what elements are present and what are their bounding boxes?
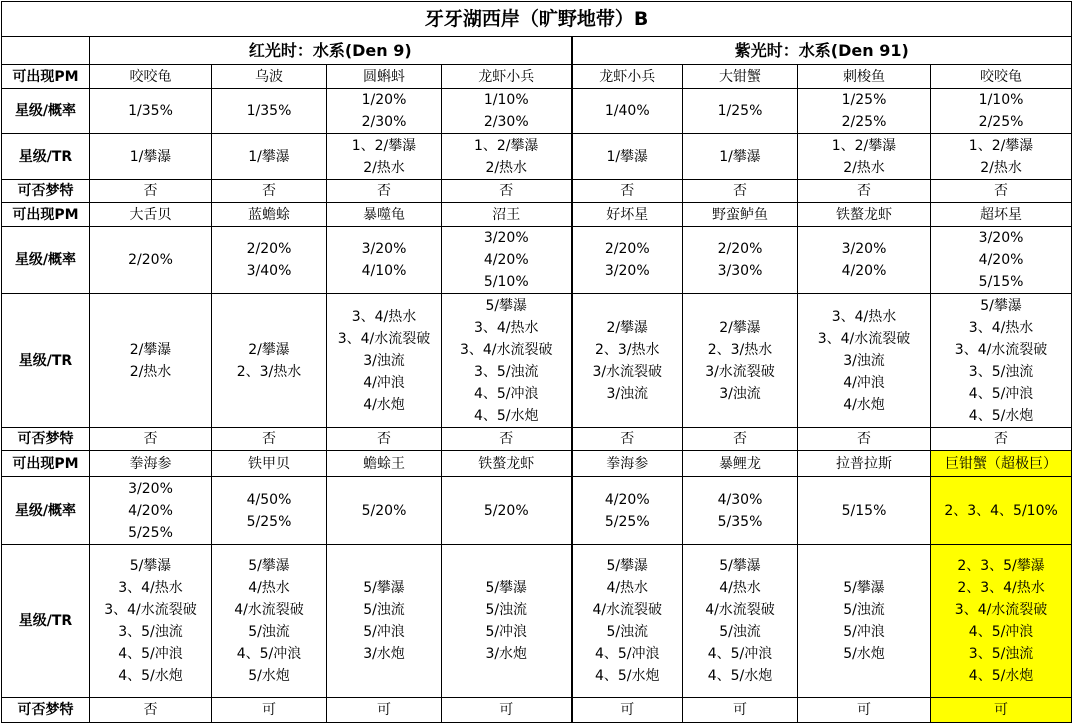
tr-line: 3/水炮	[485, 646, 528, 662]
corner-cell	[2, 37, 90, 65]
tr-line: 3/浊流	[363, 352, 405, 369]
pm-cell: 蓝蟾蜍	[212, 203, 327, 227]
tr-cell	[90, 294, 212, 428]
tr-line: 3/水流裂破	[592, 363, 663, 380]
row-label-rate: 星级/概率	[2, 89, 90, 134]
tr-line: 5/攀瀑	[606, 558, 649, 574]
pm-cell: 拉普拉斯	[798, 451, 931, 477]
tr-line: 3、4/热水	[968, 319, 1034, 336]
rate-cell	[212, 227, 327, 294]
row-pm	[2, 451, 1072, 477]
rate-cell	[931, 227, 1072, 294]
pm-cell: 铁螯龙虾	[798, 203, 931, 227]
rate-line: 1/35%	[246, 103, 292, 119]
rate-line: 3/30%	[717, 263, 763, 279]
pm-cell: 咬咬龟	[931, 65, 1072, 89]
dream-cell: 否	[90, 428, 212, 451]
pm-cell: 拳海参	[90, 451, 212, 477]
tr-line: 2/热水	[363, 159, 405, 176]
rate-line: 2/20%	[246, 241, 292, 257]
rate-line: 4/20%	[483, 252, 529, 268]
dream-cell: 否	[931, 180, 1072, 203]
tr-line: 5/攀瀑	[980, 297, 1022, 314]
tr-line: 2、3/热水	[594, 341, 660, 358]
pm-cell: 大舌贝	[90, 203, 212, 227]
tr-line: 4、5/冲浪	[236, 646, 302, 662]
rate-cell	[327, 89, 442, 134]
tr-cell	[683, 294, 798, 428]
tr-line: 2、3/热水	[707, 341, 773, 358]
row-label-tr: 星级/TR	[2, 545, 90, 698]
tr-line: 5/攀瀑	[129, 558, 172, 574]
tr-line: 5/浊流	[485, 602, 528, 618]
tr-cell	[90, 545, 212, 698]
rate-cell	[442, 477, 572, 545]
tr-line: 4、5/冲浪	[968, 624, 1034, 640]
tr-cell	[212, 545, 327, 698]
rate-cell	[572, 227, 683, 294]
rate-line: 4/50%	[246, 491, 292, 508]
tr-line: 3、5/浊流	[968, 646, 1034, 662]
rate-line: 5/25%	[128, 524, 173, 541]
rate-line: 1/35%	[128, 103, 173, 119]
dream-cell: 否	[683, 180, 798, 203]
dream-cell: 否	[683, 428, 798, 451]
tr-line: 4、5/水炮	[118, 668, 183, 684]
tr-line: 2、3/热水	[236, 363, 302, 380]
tr-line: 2/攀瀑	[129, 341, 172, 358]
rate-cell	[572, 89, 683, 134]
tr-cell	[442, 545, 572, 698]
tr-line: 4、5/水炮	[707, 668, 773, 684]
tr-line: 5/水炮	[248, 668, 290, 684]
dream-cell: 否	[90, 180, 212, 203]
pm-cell: 巨钳蟹（超极巨）	[931, 451, 1072, 477]
tr-line: 4、5/水炮	[473, 407, 539, 424]
pm-cell: 咬咬龟	[90, 65, 212, 89]
tr-line: 5/水炮	[843, 646, 885, 662]
tr-line: 5/攀瀑	[485, 297, 528, 314]
dream-cell: 可	[798, 698, 931, 723]
tr-line: 5/冲浪	[363, 624, 405, 640]
rate-cell	[90, 89, 212, 134]
tr-line: 3、4/水流裂破	[954, 602, 1048, 618]
dream-cell: 可	[683, 698, 798, 723]
tr-line: 2/热水	[843, 159, 885, 176]
row-dream	[2, 698, 1072, 723]
tr-line: 2、3、5/攀瀑	[957, 558, 1045, 574]
rate-line: 2/30%	[483, 114, 529, 130]
rate-line: 4/20%	[604, 491, 650, 508]
tr-line: 5/浊流	[606, 624, 649, 640]
dream-cell: 否	[442, 428, 572, 451]
rate-cell	[212, 89, 327, 134]
tr-line: 3/浊流	[843, 352, 885, 369]
tr-cell	[572, 545, 683, 698]
rate-cell	[798, 89, 931, 134]
tr-line: 5/浊流	[719, 624, 761, 640]
dream-cell: 可	[572, 698, 683, 723]
tr-line: 4/水流裂破	[592, 602, 663, 618]
dream-cell: 可	[931, 698, 1072, 723]
rate-line: 1/10%	[978, 92, 1024, 108]
tr-line: 4/热水	[248, 580, 290, 596]
rate-line: 2/20%	[604, 241, 650, 257]
rate-line: 2、3、4、5/10%	[944, 502, 1058, 519]
tr-line: 4、5/冲浪	[594, 646, 660, 662]
tr-line: 1、2/攀瀑	[831, 137, 897, 154]
pm-cell: 暴鲤龙	[683, 451, 798, 477]
rate-cell	[931, 477, 1072, 545]
tr-line: 4/水炮	[843, 396, 885, 413]
rate-line: 3/20%	[128, 480, 173, 497]
tr-cell	[931, 294, 1072, 428]
tr-line: 4、5/冲浪	[707, 646, 773, 662]
tr-cell	[90, 134, 212, 180]
tr-line: 3、5/浊流	[968, 363, 1034, 380]
rate-line: 2/30%	[361, 114, 407, 130]
rate-cell	[442, 89, 572, 134]
row-label-rate: 星级/概率	[2, 227, 90, 294]
rate-cell	[327, 227, 442, 294]
pm-cell: 圆蝌蚪	[327, 65, 442, 89]
tr-cell	[327, 545, 442, 698]
tr-line: 1/攀瀑	[129, 148, 172, 165]
pm-cell: 龙虾小兵	[572, 65, 683, 89]
pm-cell: 铁甲贝	[212, 451, 327, 477]
dream-cell: 否	[442, 180, 572, 203]
tr-cell	[798, 134, 931, 180]
tr-cell	[572, 294, 683, 428]
tr-line: 3/水炮	[363, 646, 405, 662]
rate-line: 3/20%	[604, 263, 650, 279]
tr-line: 4/水炮	[363, 396, 405, 413]
row-rate	[2, 477, 1072, 545]
row-pm	[2, 203, 1072, 227]
tr-line: 3、4/热水	[351, 308, 417, 325]
tr-line: 3、4/热水	[118, 580, 183, 596]
row-label-pm: 可出现PM	[2, 65, 90, 89]
dream-cell: 否	[798, 180, 931, 203]
tr-line: 5/浊流	[363, 602, 405, 618]
tr-line: 2/攀瀑	[248, 341, 290, 358]
pm-cell: 蟾蜍王	[327, 451, 442, 477]
tr-line: 3、4/水流裂破	[817, 330, 911, 347]
tr-cell	[931, 134, 1072, 180]
row-rate	[2, 89, 1072, 134]
rate-line: 1/10%	[483, 92, 529, 108]
tr-line: 1/攀瀑	[719, 148, 761, 165]
dream-cell: 可	[327, 698, 442, 723]
rate-cell	[90, 477, 212, 545]
rate-cell	[572, 477, 683, 545]
rate-cell	[442, 227, 572, 294]
tr-line: 5/浊流	[248, 624, 290, 640]
tr-line: 5/攀瀑	[719, 558, 761, 574]
rate-cell	[90, 227, 212, 294]
tr-cell	[683, 545, 798, 698]
tr-line: 2/热水	[129, 363, 172, 380]
tr-cell	[931, 545, 1072, 698]
rate-line: 2/20%	[717, 241, 763, 257]
pm-cell: 沼王	[442, 203, 572, 227]
row-label-dream: 可否梦特	[2, 180, 90, 203]
dream-cell: 否	[931, 428, 1072, 451]
tr-cell	[212, 134, 327, 180]
row-label-dream: 可否梦特	[2, 428, 90, 451]
row-tr	[2, 545, 1072, 698]
rate-line: 5/20%	[361, 502, 407, 519]
table-title: 牙牙湖西岸（旷野地带）B	[2, 2, 1072, 37]
row-label-pm: 可出现PM	[2, 203, 90, 227]
rate-cell	[931, 89, 1072, 134]
dream-cell: 否	[212, 428, 327, 451]
tr-cell	[327, 294, 442, 428]
row-label-tr: 星级/TR	[2, 134, 90, 180]
dream-cell: 否	[212, 180, 327, 203]
row-dream	[2, 180, 1072, 203]
tr-line: 3、4/水流裂破	[104, 602, 197, 618]
rate-cell	[798, 227, 931, 294]
tr-line: 1/攀瀑	[606, 148, 649, 165]
rate-line: 4/30%	[717, 491, 763, 508]
tr-line: 3/浊流	[606, 385, 649, 402]
tr-line: 3、4/热水	[831, 308, 897, 325]
rate-line: 4/20%	[841, 263, 887, 279]
rate-line: 2/20%	[128, 252, 173, 268]
purple-light-period-header: 紫光时：水系(Den 91)	[572, 37, 1072, 65]
tr-line: 2/热水	[485, 159, 528, 176]
tr-line: 5/攀瀑	[363, 580, 405, 596]
dream-cell: 否	[327, 428, 442, 451]
row-rate	[2, 227, 1072, 294]
tr-line: 4、5/冲浪	[968, 385, 1034, 402]
tr-line: 3、4/水流裂破	[954, 341, 1048, 358]
tr-line: 4、5/冲浪	[118, 646, 183, 662]
dream-cell: 否	[798, 428, 931, 451]
tr-line: 3、5/浊流	[473, 363, 539, 380]
rate-line: 5/35%	[717, 513, 763, 530]
tr-line: 4/热水	[606, 580, 649, 596]
tr-line: 4/水流裂破	[234, 602, 304, 618]
rate-line: 4/20%	[128, 502, 173, 519]
tr-line: 5/攀瀑	[485, 580, 528, 596]
tr-line: 3、4/热水	[473, 319, 539, 336]
tr-line: 5/浊流	[843, 602, 885, 618]
tr-line: 1/攀瀑	[248, 148, 290, 165]
red-light-period-header: 红光时：水系(Den 9)	[90, 37, 572, 65]
pm-cell: 龙虾小兵	[442, 65, 572, 89]
tr-cell	[683, 134, 798, 180]
rate-line: 2/25%	[978, 114, 1024, 130]
tr-line: 3/水流裂破	[705, 363, 775, 380]
rate-line: 5/15%	[978, 274, 1024, 290]
tr-cell	[442, 134, 572, 180]
tr-line: 4、5/水炮	[968, 407, 1034, 424]
tr-line: 2、3、4/热水	[957, 580, 1045, 596]
tr-line: 1、2/攀瀑	[351, 137, 417, 154]
tr-line: 3、5/浊流	[118, 624, 183, 640]
tr-cell	[442, 294, 572, 428]
pm-cell: 好坏星	[572, 203, 683, 227]
tr-line: 4、5/冲浪	[473, 385, 539, 402]
tr-line: 2/攀瀑	[606, 319, 649, 336]
rate-cell	[683, 89, 798, 134]
rate-line: 3/40%	[246, 263, 292, 279]
rate-line: 4/20%	[978, 252, 1024, 268]
row-label-dream: 可否梦特	[2, 698, 90, 723]
rate-line: 3/20%	[978, 230, 1024, 246]
row-tr	[2, 294, 1072, 428]
dream-cell: 可	[212, 698, 327, 723]
tr-line: 4、5/水炮	[968, 668, 1034, 684]
tr-line: 5/冲浪	[485, 624, 528, 640]
tr-cell	[212, 294, 327, 428]
tr-line: 4/冲浪	[363, 374, 405, 391]
pm-cell: 超坏星	[931, 203, 1072, 227]
tr-line: 4/冲浪	[843, 374, 885, 391]
rate-line: 4/10%	[361, 263, 407, 279]
tr-cell	[798, 294, 931, 428]
tr-line: 4/水流裂破	[705, 602, 775, 618]
tr-cell	[572, 134, 683, 180]
rate-line: 3/20%	[361, 241, 407, 257]
dream-cell: 否	[90, 698, 212, 723]
tr-line: 3、4/水流裂破	[337, 330, 431, 347]
rate-cell	[212, 477, 327, 545]
rate-line: 5/15%	[841, 502, 887, 519]
row-label-rate: 星级/概率	[2, 477, 90, 545]
rate-cell	[798, 477, 931, 545]
tr-line: 3、4/水流裂破	[459, 341, 553, 358]
pm-cell: 大钳蟹	[683, 65, 798, 89]
tr-line: 5/攀瀑	[248, 558, 290, 574]
rate-cell	[327, 477, 442, 545]
pm-cell: 乌波	[212, 65, 327, 89]
dream-cell: 否	[327, 180, 442, 203]
pm-cell: 野蛮鲈鱼	[683, 203, 798, 227]
tr-cell	[327, 134, 442, 180]
tr-line: 2/攀瀑	[719, 319, 761, 336]
rate-line: 5/20%	[483, 502, 529, 519]
tr-line: 1、2/攀瀑	[968, 137, 1034, 154]
pm-cell: 拳海参	[572, 451, 683, 477]
row-pm	[2, 65, 1072, 89]
dream-cell: 否	[572, 180, 683, 203]
tr-line: 3/浊流	[719, 385, 761, 402]
tr-line: 2/热水	[980, 159, 1022, 176]
tr-line: 1、2/攀瀑	[473, 137, 539, 154]
tr-cell	[798, 545, 931, 698]
pm-cell: 铁螯龙虾	[442, 451, 572, 477]
rate-line: 5/10%	[483, 274, 529, 290]
rate-cell	[683, 227, 798, 294]
rate-line: 1/40%	[604, 103, 650, 119]
rate-line: 2/25%	[841, 114, 887, 130]
rate-line: 1/25%	[841, 92, 887, 108]
rate-line: 3/20%	[841, 241, 887, 257]
tr-line: 4/热水	[719, 580, 761, 596]
tr-line: 5/攀瀑	[843, 580, 885, 596]
row-dream	[2, 428, 1072, 451]
rate-line: 5/25%	[246, 513, 292, 530]
row-label-pm: 可出现PM	[2, 451, 90, 477]
dream-cell: 可	[442, 698, 572, 723]
rate-line: 5/25%	[604, 513, 650, 530]
tr-line: 5/冲浪	[843, 624, 885, 640]
pm-cell: 暴噬龟	[327, 203, 442, 227]
rate-line: 1/25%	[717, 103, 763, 119]
dream-cell: 否	[572, 428, 683, 451]
rate-line: 1/20%	[361, 92, 407, 108]
rate-cell	[683, 477, 798, 545]
row-tr	[2, 134, 1072, 180]
raid-den-table	[1, 1, 1072, 723]
rate-line: 3/20%	[483, 230, 529, 246]
pm-cell: 刺梭鱼	[798, 65, 931, 89]
tr-line: 4、5/水炮	[594, 668, 660, 684]
row-label-tr: 星级/TR	[2, 294, 90, 428]
